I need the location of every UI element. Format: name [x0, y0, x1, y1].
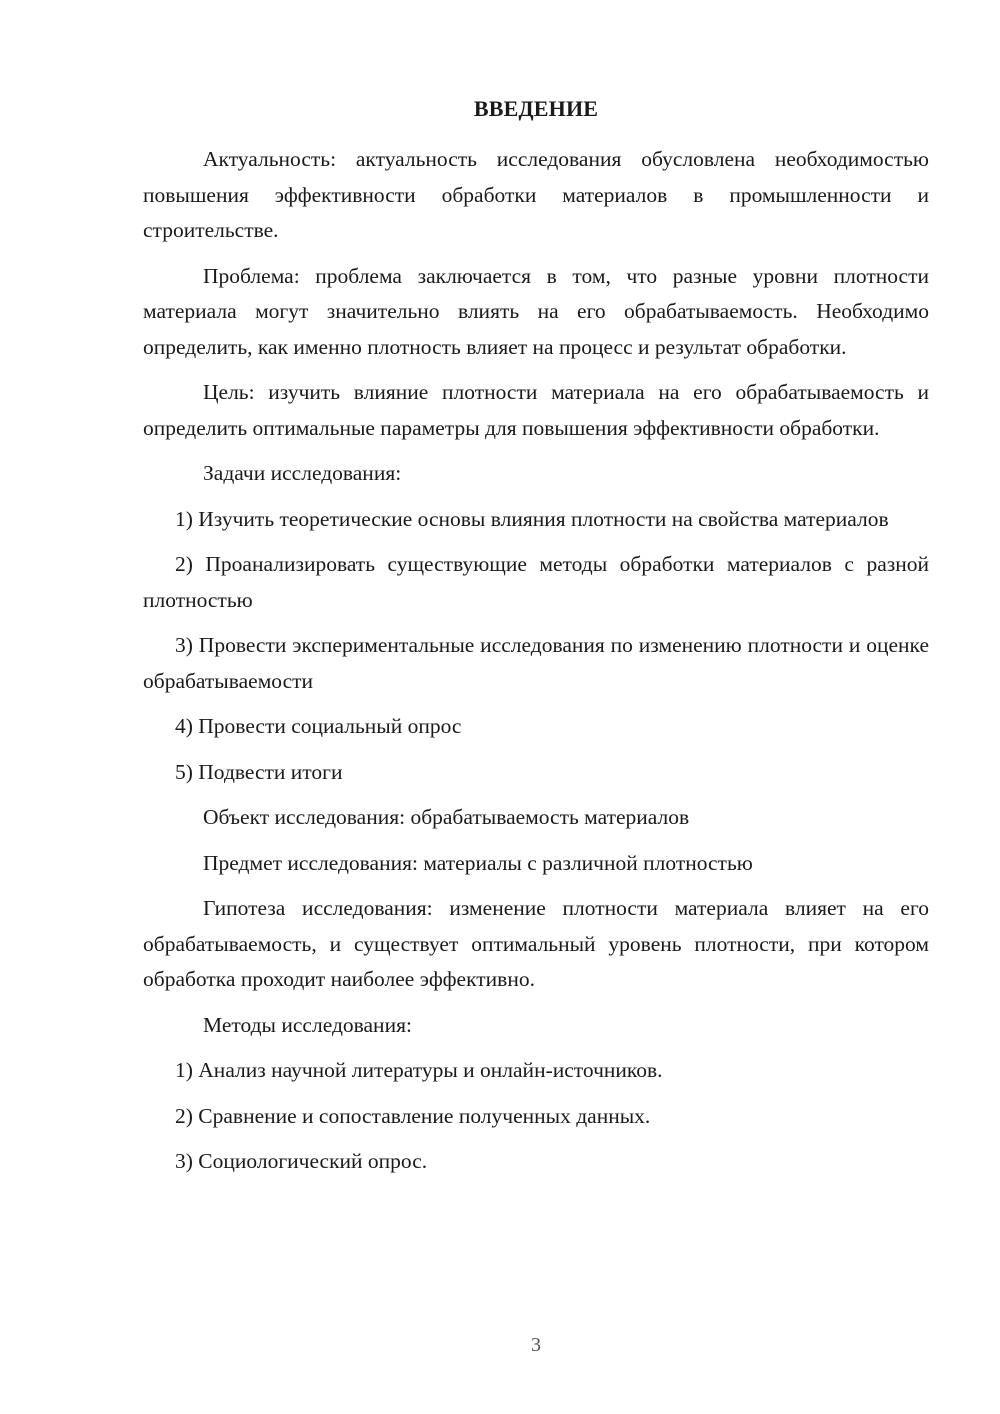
methods-heading: Методы исследования: [203, 1012, 412, 1037]
task-item-5: 5) Подвести итоги [175, 759, 343, 784]
paragraph-subject: Предмет исследования: материалы с различной плотностью [203, 850, 753, 875]
task-item-4: 4) Провести социальный опрос [175, 714, 462, 738]
task-item-3: 3) Провести экспериментальные исследования по изменению плотности и оценке обрабатываемости [143, 633, 929, 693]
page-number: 3 [531, 1334, 541, 1356]
paragraph-hypothesis: Гипотеза исследования: изменение плотности материала влияет на его обрабатываемость, и существует оптимальный уровень плотности, при котором обработка проходит наиболее эффективно. [143, 896, 929, 991]
task-item-1: 1) Изучить теоретические основы влияния плотности на свойства материалов [175, 506, 889, 531]
paragraph-object: Объект исследования: обрабатываемость материалов [203, 805, 690, 829]
method-item-1: 1) Анализ научной литературы и онлайн-источников. [175, 1058, 663, 1082]
page-title: ВВЕДЕНИЕ [473, 96, 599, 121]
paragraph-goal: Цель: изучить влияние плотности материала на его обрабатываемость и определить оптимальные параметры для повышения эффективности обработки. [143, 380, 929, 440]
tasks-heading: Задачи исследования: [203, 461, 402, 485]
document-body [143, 142, 929, 1190]
paragraph-problem: Проблема: проблема заключается в том, что разные уровни плотности материала могут значительно влиять на его обрабатываемость. Необходимо определить, как именно плотность влияет на процесс и результат обработки. [143, 263, 929, 359]
task-item-2: 2) Проанализировать существующие методы обработки материалов с разной плотностью [143, 552, 929, 612]
paragraph-relevance: Актуальность: актуальность исследования обусловлена необходимостью повышения эффективности обработки материалов в промышленности и строительстве. [143, 147, 929, 242]
method-item-2: 2) Сравнение и сопоставление полученных данных. [175, 1103, 651, 1128]
method-item-3: 3) Социологический опрос. [175, 1149, 428, 1173]
